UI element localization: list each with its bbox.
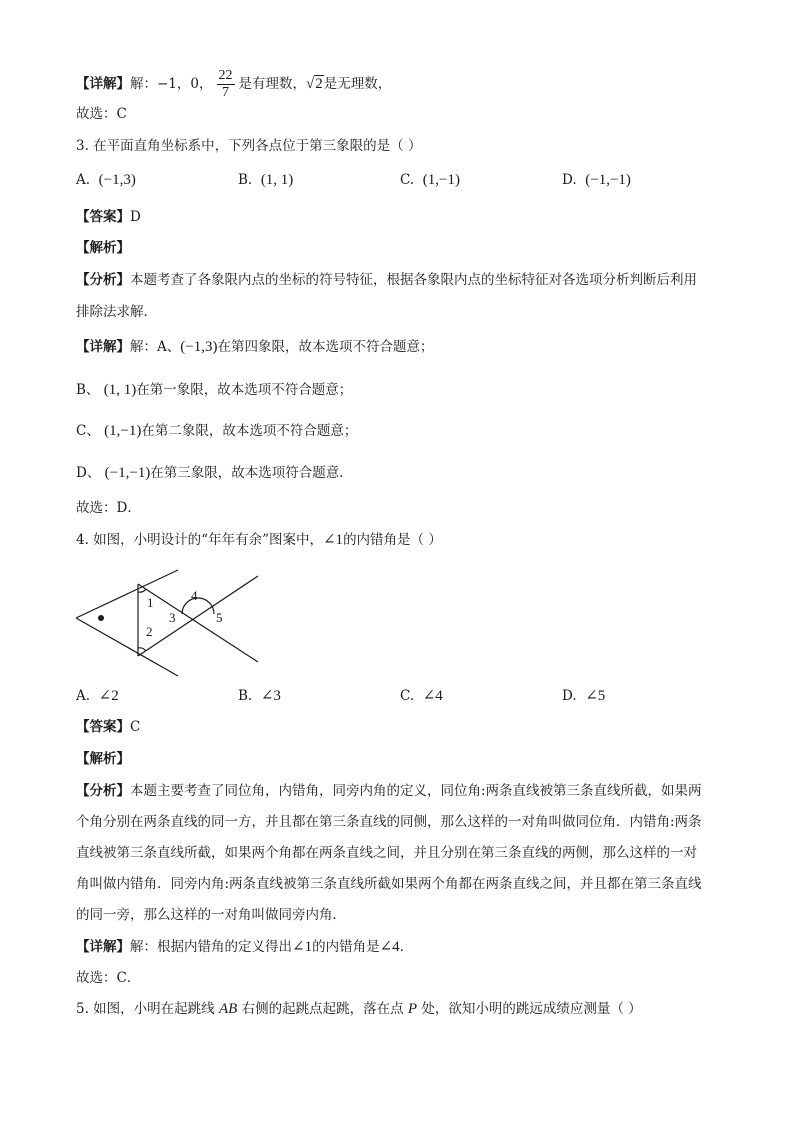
option-value: (−1,3) xyxy=(98,172,136,188)
q3-detail-a xyxy=(76,337,433,357)
q3-option-b xyxy=(238,170,293,190)
q4-fenxi-line4: 角叫做内错角．同旁内角:两条直线被第三条直线所截如果两个角都在两条直线之间，并且都在第三条直线 xyxy=(76,876,702,892)
detail-text: 在第一象限，故本选项不符合题意； xyxy=(136,382,353,398)
detail-tag: 【详解】 xyxy=(76,939,130,955)
lower-line xyxy=(76,618,178,676)
detail-text: 解：A、 xyxy=(130,339,181,355)
detail-tag: 【详解】 xyxy=(76,76,130,92)
option-label: D. xyxy=(562,688,577,704)
q4-answer xyxy=(76,717,140,737)
detail-text: ． xyxy=(399,939,414,955)
stem-text: 的内错角是（ ） xyxy=(343,532,442,548)
fraction-numerator: 22 xyxy=(218,68,233,83)
fenxi-tag: 【分析】 xyxy=(76,783,130,799)
option-value: ∠5 xyxy=(585,688,606,704)
detail-text: D、 xyxy=(76,465,101,481)
angle2-arc xyxy=(138,648,146,651)
option-label: D. xyxy=(562,172,577,188)
detail-text: 在第三象限，故本选项符合题意． xyxy=(150,465,353,481)
stem-text: 5. 如图，小明在起跳线 xyxy=(76,1001,219,1017)
detail-text: 在第二象限，故本选项不符合题意； xyxy=(141,423,358,439)
q2-choice: 故选：C xyxy=(76,106,127,122)
option-label: B. xyxy=(238,688,253,704)
angle1-arc xyxy=(138,589,146,592)
fenxi-text: 本题主要考查了同位角，内错角，同旁内角的定义，同位角:两条直线被第三条直线所截，如果两 xyxy=(130,783,702,799)
fenxi-tag: 【分析】 xyxy=(76,272,130,288)
option-value: (−1,−1) xyxy=(585,172,631,188)
option-label: C. xyxy=(400,688,415,704)
fenxi-text: 本题考查了各象限内点的坐标的符号特征，根据各象限内点的坐标特征对各选项分析判断后利用 xyxy=(130,272,697,288)
angle-label-5: 5 xyxy=(216,610,223,625)
q3-fenxi-line2: 排除法求解． xyxy=(76,304,157,320)
stem-text: 处，欲知小明的跳远成绩应测量（ ） xyxy=(417,1001,642,1017)
q4-fenxi-line5: 的同一旁，那么这样的一对角叫做同旁内角． xyxy=(76,907,346,923)
q4-fenxi-line2: 个角分别在两条直线的同一方，并且都在第三条直线的同侧，那么这样的一对角叫做同位角．内错角:两条 xyxy=(76,814,702,830)
stem-text: 右侧的起跳点起跳，落在点 xyxy=(237,1001,408,1017)
angle4-arc xyxy=(182,598,214,614)
q4-option-d xyxy=(562,686,605,706)
sqrt-2: √2 xyxy=(306,76,323,92)
detail-text: C、 xyxy=(76,423,100,439)
fraction-22-7 xyxy=(217,68,235,101)
q3-answer xyxy=(76,207,141,227)
q2-detail-lead: 解：−1，0， xyxy=(130,76,213,92)
point-value: (−1,3) xyxy=(180,339,218,355)
q4-option-a xyxy=(76,686,119,706)
q2-detail-mid: 是有理数， xyxy=(238,76,306,92)
point-p: P xyxy=(407,1001,418,1017)
q3-fenxi-line1 xyxy=(76,270,697,290)
q4-fenxi-line1 xyxy=(76,781,702,801)
sqrt-radicand: 2 xyxy=(315,76,323,92)
answer-tag: 【答案】 xyxy=(76,209,130,225)
option-value: (1, 1) xyxy=(260,172,294,188)
q3-detail-d xyxy=(76,463,353,483)
q3-stem: 3. 在平面直角坐标系中，下列各点位于第三象限的是（ ） xyxy=(76,138,422,154)
q3-option-a xyxy=(76,170,136,190)
fish-figure xyxy=(70,568,270,683)
upper-line xyxy=(76,570,178,618)
answer-value: D xyxy=(130,209,141,225)
angle-label-3: 3 xyxy=(169,610,176,625)
option-value: ∠2 xyxy=(98,688,119,704)
answer-tag: 【答案】 xyxy=(76,719,130,735)
q3-choice: 故选：D． xyxy=(76,500,141,516)
q4-fenxi-line3: 直线被第三条直线所截，如果两个角都在两条直线之间，并且分别在第三条直线的两侧，那么这样的一对 xyxy=(76,845,697,861)
option-label: B. xyxy=(238,172,253,188)
angle-symbol: ∠4 xyxy=(379,939,400,955)
detail-text: 解：根据内错角的定义得出 xyxy=(130,939,292,955)
detail-text: 在第四象限，故本选项不符合题意； xyxy=(217,339,434,355)
q4-analysis-tag: 【解析】 xyxy=(76,751,130,767)
angle-symbol: ∠1 xyxy=(292,939,313,955)
angle-symbol: ∠1 xyxy=(322,532,344,548)
point-value: (−1,−1) xyxy=(104,465,151,481)
angle-label-4: 4 xyxy=(191,588,198,603)
point-value: (1,−1) xyxy=(104,423,142,439)
q3-analysis-tag: 【解析】 xyxy=(76,240,130,256)
q3-option-d xyxy=(562,170,631,190)
option-label: A. xyxy=(76,172,91,188)
option-value: (1,−1) xyxy=(422,172,460,188)
q3-detail-c xyxy=(76,421,357,441)
option-value: ∠3 xyxy=(260,688,281,704)
option-label: C. xyxy=(400,172,415,188)
fish-eye-dot xyxy=(98,615,104,621)
q3-detail-b xyxy=(76,380,352,400)
q2-detail-line xyxy=(76,64,391,104)
q4-choice: 故选：C． xyxy=(76,970,141,986)
q4-detail xyxy=(76,937,413,957)
point-value: (1, 1) xyxy=(103,382,137,398)
detail-text: 的内错角是 xyxy=(312,939,380,955)
fraction-denominator: 7 xyxy=(222,85,229,100)
angle-label-1: 1 xyxy=(147,595,154,610)
q3-option-c xyxy=(400,170,460,190)
q4-option-c xyxy=(400,686,443,706)
answer-value: C xyxy=(130,719,141,735)
segment-ab: AB xyxy=(218,1001,238,1017)
cross-line-up xyxy=(138,576,258,656)
option-value: ∠4 xyxy=(422,688,443,704)
q2-detail-tail: 是无理数， xyxy=(323,76,392,92)
stem-text: 4. 如图，小明设计的“年年有余”图案中， xyxy=(76,532,323,548)
detail-tag: 【详解】 xyxy=(76,339,130,355)
cross-line-down xyxy=(138,584,258,662)
option-label: A. xyxy=(76,688,91,704)
q5-stem xyxy=(76,999,642,1019)
detail-text: B、 xyxy=(76,382,100,398)
angle-label-2: 2 xyxy=(146,624,153,639)
q4-stem xyxy=(76,530,442,550)
q4-option-b xyxy=(238,686,281,706)
